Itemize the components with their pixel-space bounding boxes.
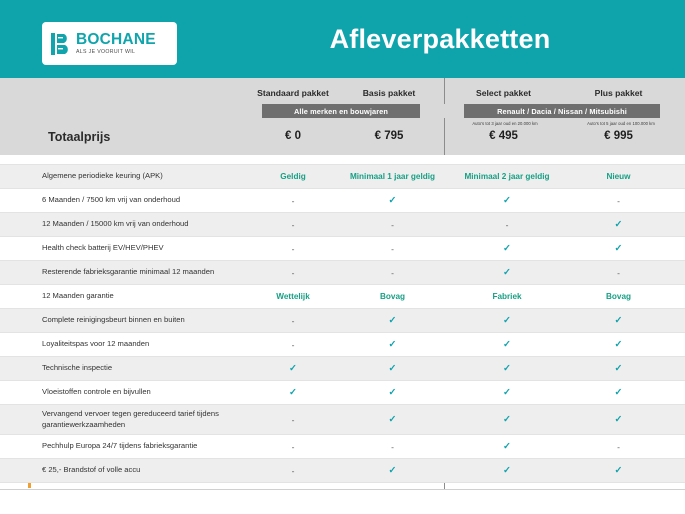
cell-basis: ✓ [388,315,397,326]
cell-standaard: - [291,465,295,476]
row-label: Technische inspectie [42,363,113,373]
column-header-select: Select pakket [476,88,531,98]
cell-basis: ✓ [388,363,397,374]
table-row [0,261,685,285]
cell-select: ✓ [503,243,511,254]
cell-standaard: - [291,315,295,326]
price-select: € 495 [489,130,518,142]
cell-plus: Bovag [605,292,632,301]
group-separator-gap [444,104,446,118]
cell-select: Minimaal 2 jaar geldig [464,172,550,181]
row-label: Pechhulp Europa 24/7 tijdens fabrieksgarantie [42,441,198,451]
table-row [0,155,685,165]
table-row [0,459,685,483]
cell-standaard: - [291,267,295,278]
table-bottom-divider [0,489,685,490]
row-label: 6 Maanden / 7500 km vrij van onderhoud [42,195,181,205]
cell-standaard: - [291,195,295,206]
cell-select: ✓ [503,441,511,452]
cell-standaard: ✓ [289,387,297,398]
row-label-header: Totaalprijs [48,130,111,144]
cell-select: ✓ [503,339,511,350]
cell-select: ✓ [503,267,511,278]
bochane-logo [42,22,177,65]
cell-plus: ✓ [614,387,623,398]
table-row [0,435,685,459]
row-label: Vervangend vervoer tegen gereduceerd tarief tijdens garantiewerkzaamheden [42,409,219,429]
cell-plus: ✓ [614,315,623,326]
bochane-b-icon [50,32,72,56]
table-row [0,285,685,309]
group-strip-left: Alle merken en bouwjaren [262,104,420,118]
cell-select: ✓ [503,315,511,326]
cell-basis: - [391,219,394,230]
cell-standaard: - [291,243,295,254]
cell-plus: ✓ [614,363,623,374]
row-label: 12 Maanden / 15000 km vrij van onderhoud [42,219,189,229]
row-label: Algemene periodieke keuring (APK) [42,171,163,181]
cell-plus: ✓ [614,243,623,254]
price-standaard: € 0 [285,130,301,142]
cell-standaard: Geldig [280,172,306,181]
page-header [0,0,685,78]
cell-basis: - [391,243,394,254]
cell-plus: - [617,267,620,278]
cell-basis: Minimaal 1 jaar geldig [349,172,436,181]
row-label: Complete reinigingsbeurt binnen en buiten [42,315,185,325]
cell-select: ✓ [503,414,511,425]
cell-select: Fabriek [492,292,522,301]
table-row [0,381,685,405]
cell-plus: ✓ [614,414,623,425]
cell-basis: - [391,441,394,452]
table-row [0,309,685,333]
cell-select: ✓ [503,195,511,206]
cell-basis: ✓ [388,414,397,425]
logo-wordmark: BOCHANE [76,30,156,48]
cell-basis: ✓ [388,195,397,206]
table-row [0,213,685,237]
cell-plus: - [617,195,620,206]
cell-plus: ✓ [614,465,623,476]
row-label: Health check batterij EV/HEV/PHEV [42,243,164,253]
cell-plus: - [617,441,620,452]
cell-plus: ✓ [614,339,623,350]
column-header-plus: Plus pakket [594,88,643,98]
table-row [0,189,685,213]
group-note-select: Auto's tot 3 jaar oud en 20.000 km [472,121,538,126]
page-title: Afleverpakketten [329,23,551,54]
cell-plus: Nieuw [606,172,631,181]
cell-basis: ✓ [388,339,397,350]
cell-standaard: - [291,219,295,230]
cell-standaard: - [291,414,295,425]
group-strip-right: Renault / Dacia / Nissan / Mitsubishi [464,104,660,118]
column-header-basis: Basis pakket [362,88,416,98]
row-label: € 25,- Brandstof of volle accu [42,465,141,475]
cell-plus: ✓ [614,219,623,230]
cell-basis: Bovag [379,292,406,301]
cell-standaard: ✓ [289,363,297,374]
row-label: Vloeistoffen controle en bijvullen [42,387,151,397]
cell-standaard: Wettelijk [276,292,310,301]
price-plus: € 995 [604,130,633,142]
row-label: 12 Maanden garantie [42,291,114,301]
row-label: Resterende fabrieksgarantie minimaal 12 maanden [42,267,215,277]
column-header-standaard: Standaard pakket [257,88,329,98]
cell-basis: ✓ [388,465,397,476]
table-row [0,165,685,189]
cell-select: ✓ [503,363,511,374]
cell-select: ✓ [503,465,511,476]
table-row [0,333,685,357]
comparison-table [0,155,685,483]
logo-tagline: ALS JE VOORUIT WIL [76,49,136,56]
row-label: Loyaliteitspas voor 12 maanden [42,339,150,349]
price-basis: € 795 [374,130,404,142]
cell-standaard: - [291,441,295,452]
cell-basis: - [391,267,394,278]
table-row [0,405,685,435]
cell-standaard: - [291,339,295,350]
cell-select: - [505,219,509,230]
cell-basis: ✓ [388,387,397,398]
table-row [0,357,685,381]
table-row [0,237,685,261]
cell-select: ✓ [503,387,511,398]
group-note-plus: Auto's tot 5 jaar oud en 100.000 km [587,121,655,126]
